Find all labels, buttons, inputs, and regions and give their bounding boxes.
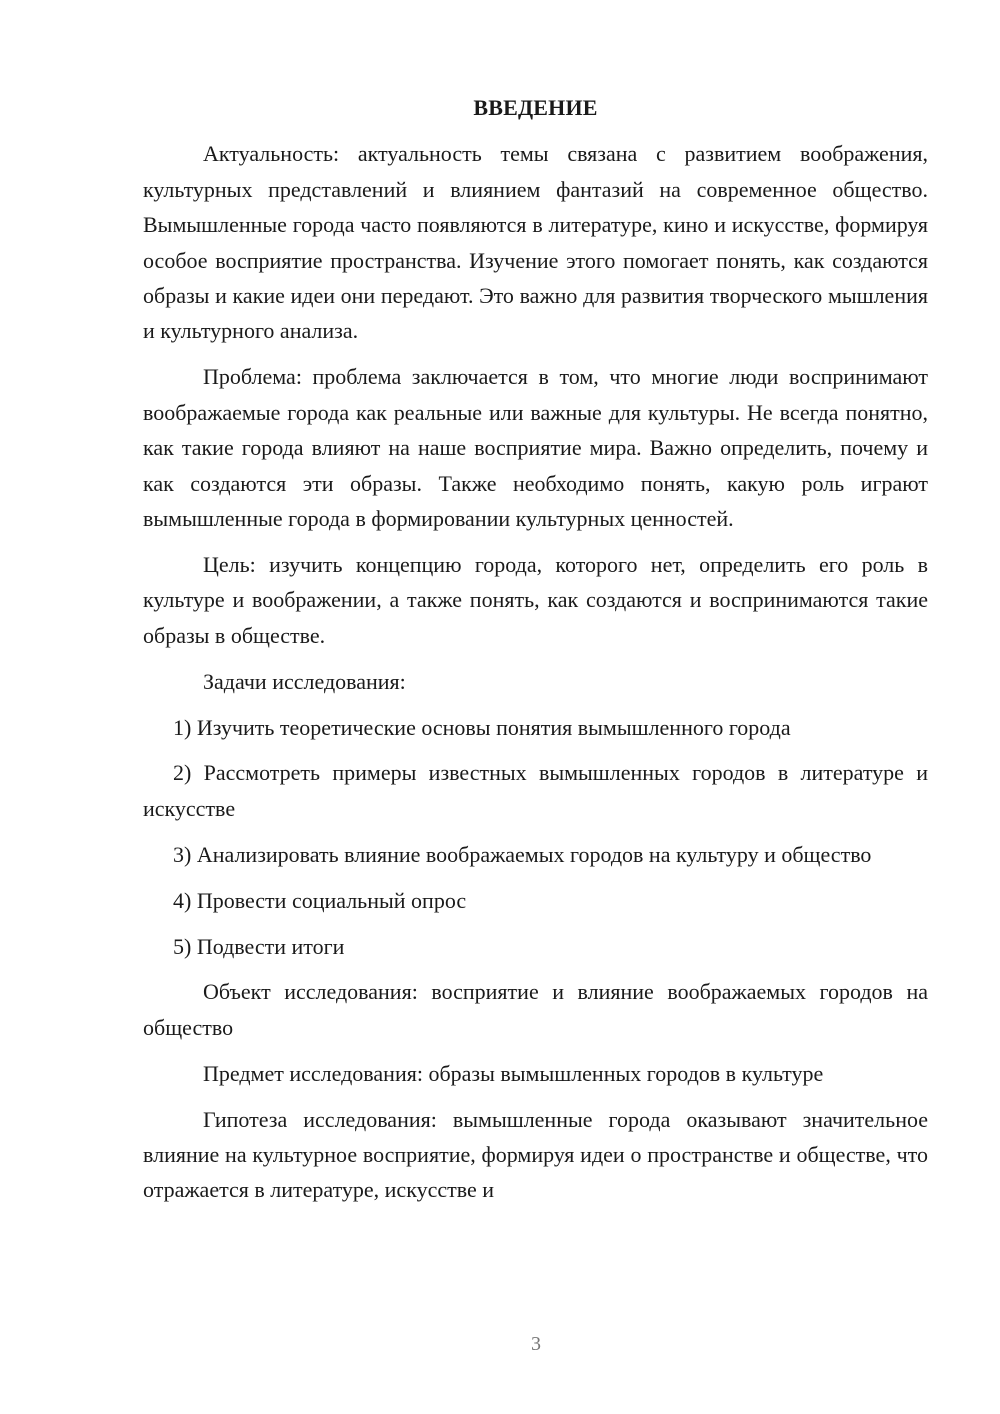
task-item-3: 3) Анализировать влияние воображаемых городов на культуру и общество — [173, 841, 872, 867]
problem-paragraph: Проблема: проблема заключается в том, что многие люди воспринимают воображаемые города как реальные или важные для культуры. Не всегда понятно, как такие города влияют на наше восприятие мира. Важно определить, почему и как создаются эти образы. Также необходимо понять, какую роль играют вымышленные города в формировании культурных ценностей. — [143, 364, 928, 531]
section-heading: ВВЕДЕНИЕ — [473, 95, 598, 120]
page-content — [143, 90, 928, 1218]
object-paragraph: Объект исследования: восприятие и влияние воображаемых городов на общество — [143, 979, 928, 1040]
task-item-5: 5) Подвести итоги — [173, 933, 345, 959]
page-number: 3 — [531, 1333, 541, 1355]
goal-paragraph: Цель: изучить концепцию города, которого нет, определить его роль в культуре и воображении, а также понять, как создаются и воспринимаются такие образы в обществе. — [143, 551, 928, 648]
subject-paragraph: Предмет исследования: образы вымышленных городов в культуре — [203, 1060, 824, 1086]
relevance-paragraph: Актуальность: актуальность темы связана с развитием воображения, культурных представлений и влиянием фантазий на современное общество. Вымышленные города часто появляются в литературе, кино и искусстве, формируя особое восприятие пространства. Изучение этого помогает понять, как создаются образы и какие идеи они передают. Это важно для развития творческого мышления и культурного анализа. — [143, 141, 928, 344]
tasks-heading: Задачи исследования: — [203, 668, 406, 694]
task-item-1: 1) Изучить теоретические основы понятия вымышленного города — [173, 714, 791, 740]
task-item-2: 2) Рассмотреть примеры известных вымышленных городов в литературе и искусстве — [143, 760, 928, 821]
task-item-4: 4) Провести социальный опрос — [173, 887, 467, 913]
hypothesis-paragraph: Гипотеза исследования: вымышленные города оказывают значительное влияние на культурное восприятие, формируя идеи о пространстве и обществе, что отражается в литературе, искусстве и — [143, 1106, 928, 1203]
